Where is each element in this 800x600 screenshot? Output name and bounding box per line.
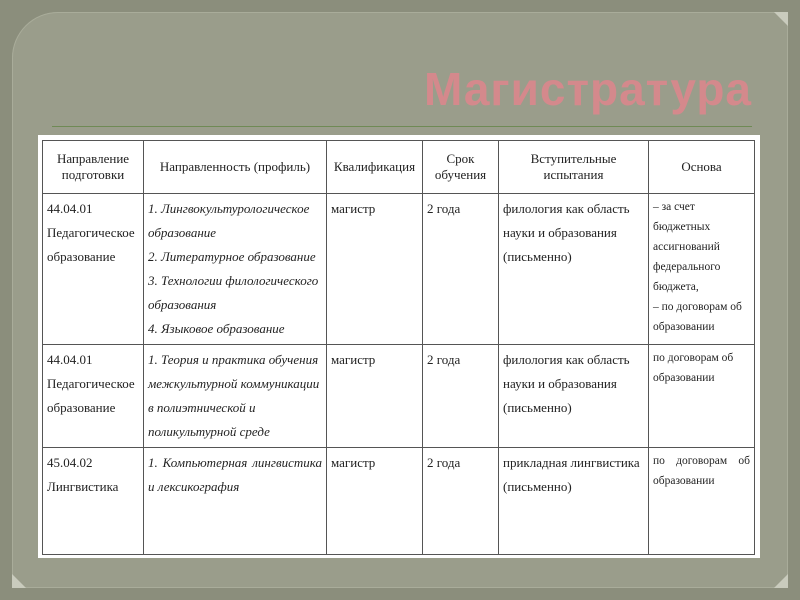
cell-direction: 45.04.02 Лингвистика: [43, 448, 144, 555]
cell-qualification: магистр: [327, 194, 423, 345]
basis-item: – по договорам об образовании: [653, 301, 742, 333]
cell-direction: 44.04.01 Педагогическое образование: [43, 194, 144, 345]
profile-item: 2. Литературное образование: [148, 249, 316, 264]
slide-title: Магистратура: [423, 63, 752, 115]
header-basis: Основа: [649, 141, 755, 194]
header-profile: Направленность (профиль): [144, 141, 327, 194]
header-direction: Направление подготовки: [43, 141, 144, 194]
cell-basis: [649, 345, 755, 448]
cell-exams: филология как область науки и образования (письменно): [499, 345, 649, 448]
cell-qualification: магистр: [327, 345, 423, 448]
profile-item: 3. Технологии филологического образования: [148, 273, 319, 312]
title-divider: [52, 126, 752, 127]
header-qualification: Квалификация: [327, 141, 423, 194]
cell-profile: [144, 448, 327, 555]
profile-item: 1. Теория и практика обучения межкультурной коммуникации в полиэтнической и поликультурной среде: [148, 352, 320, 439]
cell-profile: [144, 345, 327, 448]
corner-decoration: [774, 574, 788, 588]
table-row: [43, 194, 755, 345]
cell-exams: филология как область науки и образования (письменно): [499, 194, 649, 345]
table-row: [43, 345, 755, 448]
cell-duration: 2 года: [423, 194, 499, 345]
table-header-row: [43, 141, 755, 194]
profile-item: 4. Языковое образование: [148, 321, 285, 336]
table-sheet: [38, 135, 760, 558]
cell-exams: прикладная лингвистика (письменно): [499, 448, 649, 555]
cell-basis: [649, 194, 755, 345]
programs-table: [42, 140, 755, 555]
header-duration: Срок обучения: [423, 141, 499, 194]
cell-qualification: магистр: [327, 448, 423, 555]
table-row: [43, 448, 755, 555]
profile-item: 1. Лингвокультурологическое образование: [148, 201, 310, 240]
cell-duration: 2 года: [423, 345, 499, 448]
corner-decoration: [12, 574, 26, 588]
profile-item: 1. Компьютерная лингвистика и лексикография: [148, 455, 322, 494]
cell-basis: [649, 448, 755, 555]
cell-direction: 44.04.01 Педагогическое образование: [43, 345, 144, 448]
basis-item: – за счет бюджетных ассигнований федерального бюджета,: [653, 201, 721, 293]
cell-duration: 2 года: [423, 448, 499, 555]
corner-decoration: [774, 12, 788, 26]
header-exams: Вступительные испытания: [499, 141, 649, 194]
basis-item: по договорам об образовании: [653, 352, 734, 384]
cell-profile: [144, 194, 327, 345]
basis-item: по договорам об образовании: [653, 455, 750, 487]
